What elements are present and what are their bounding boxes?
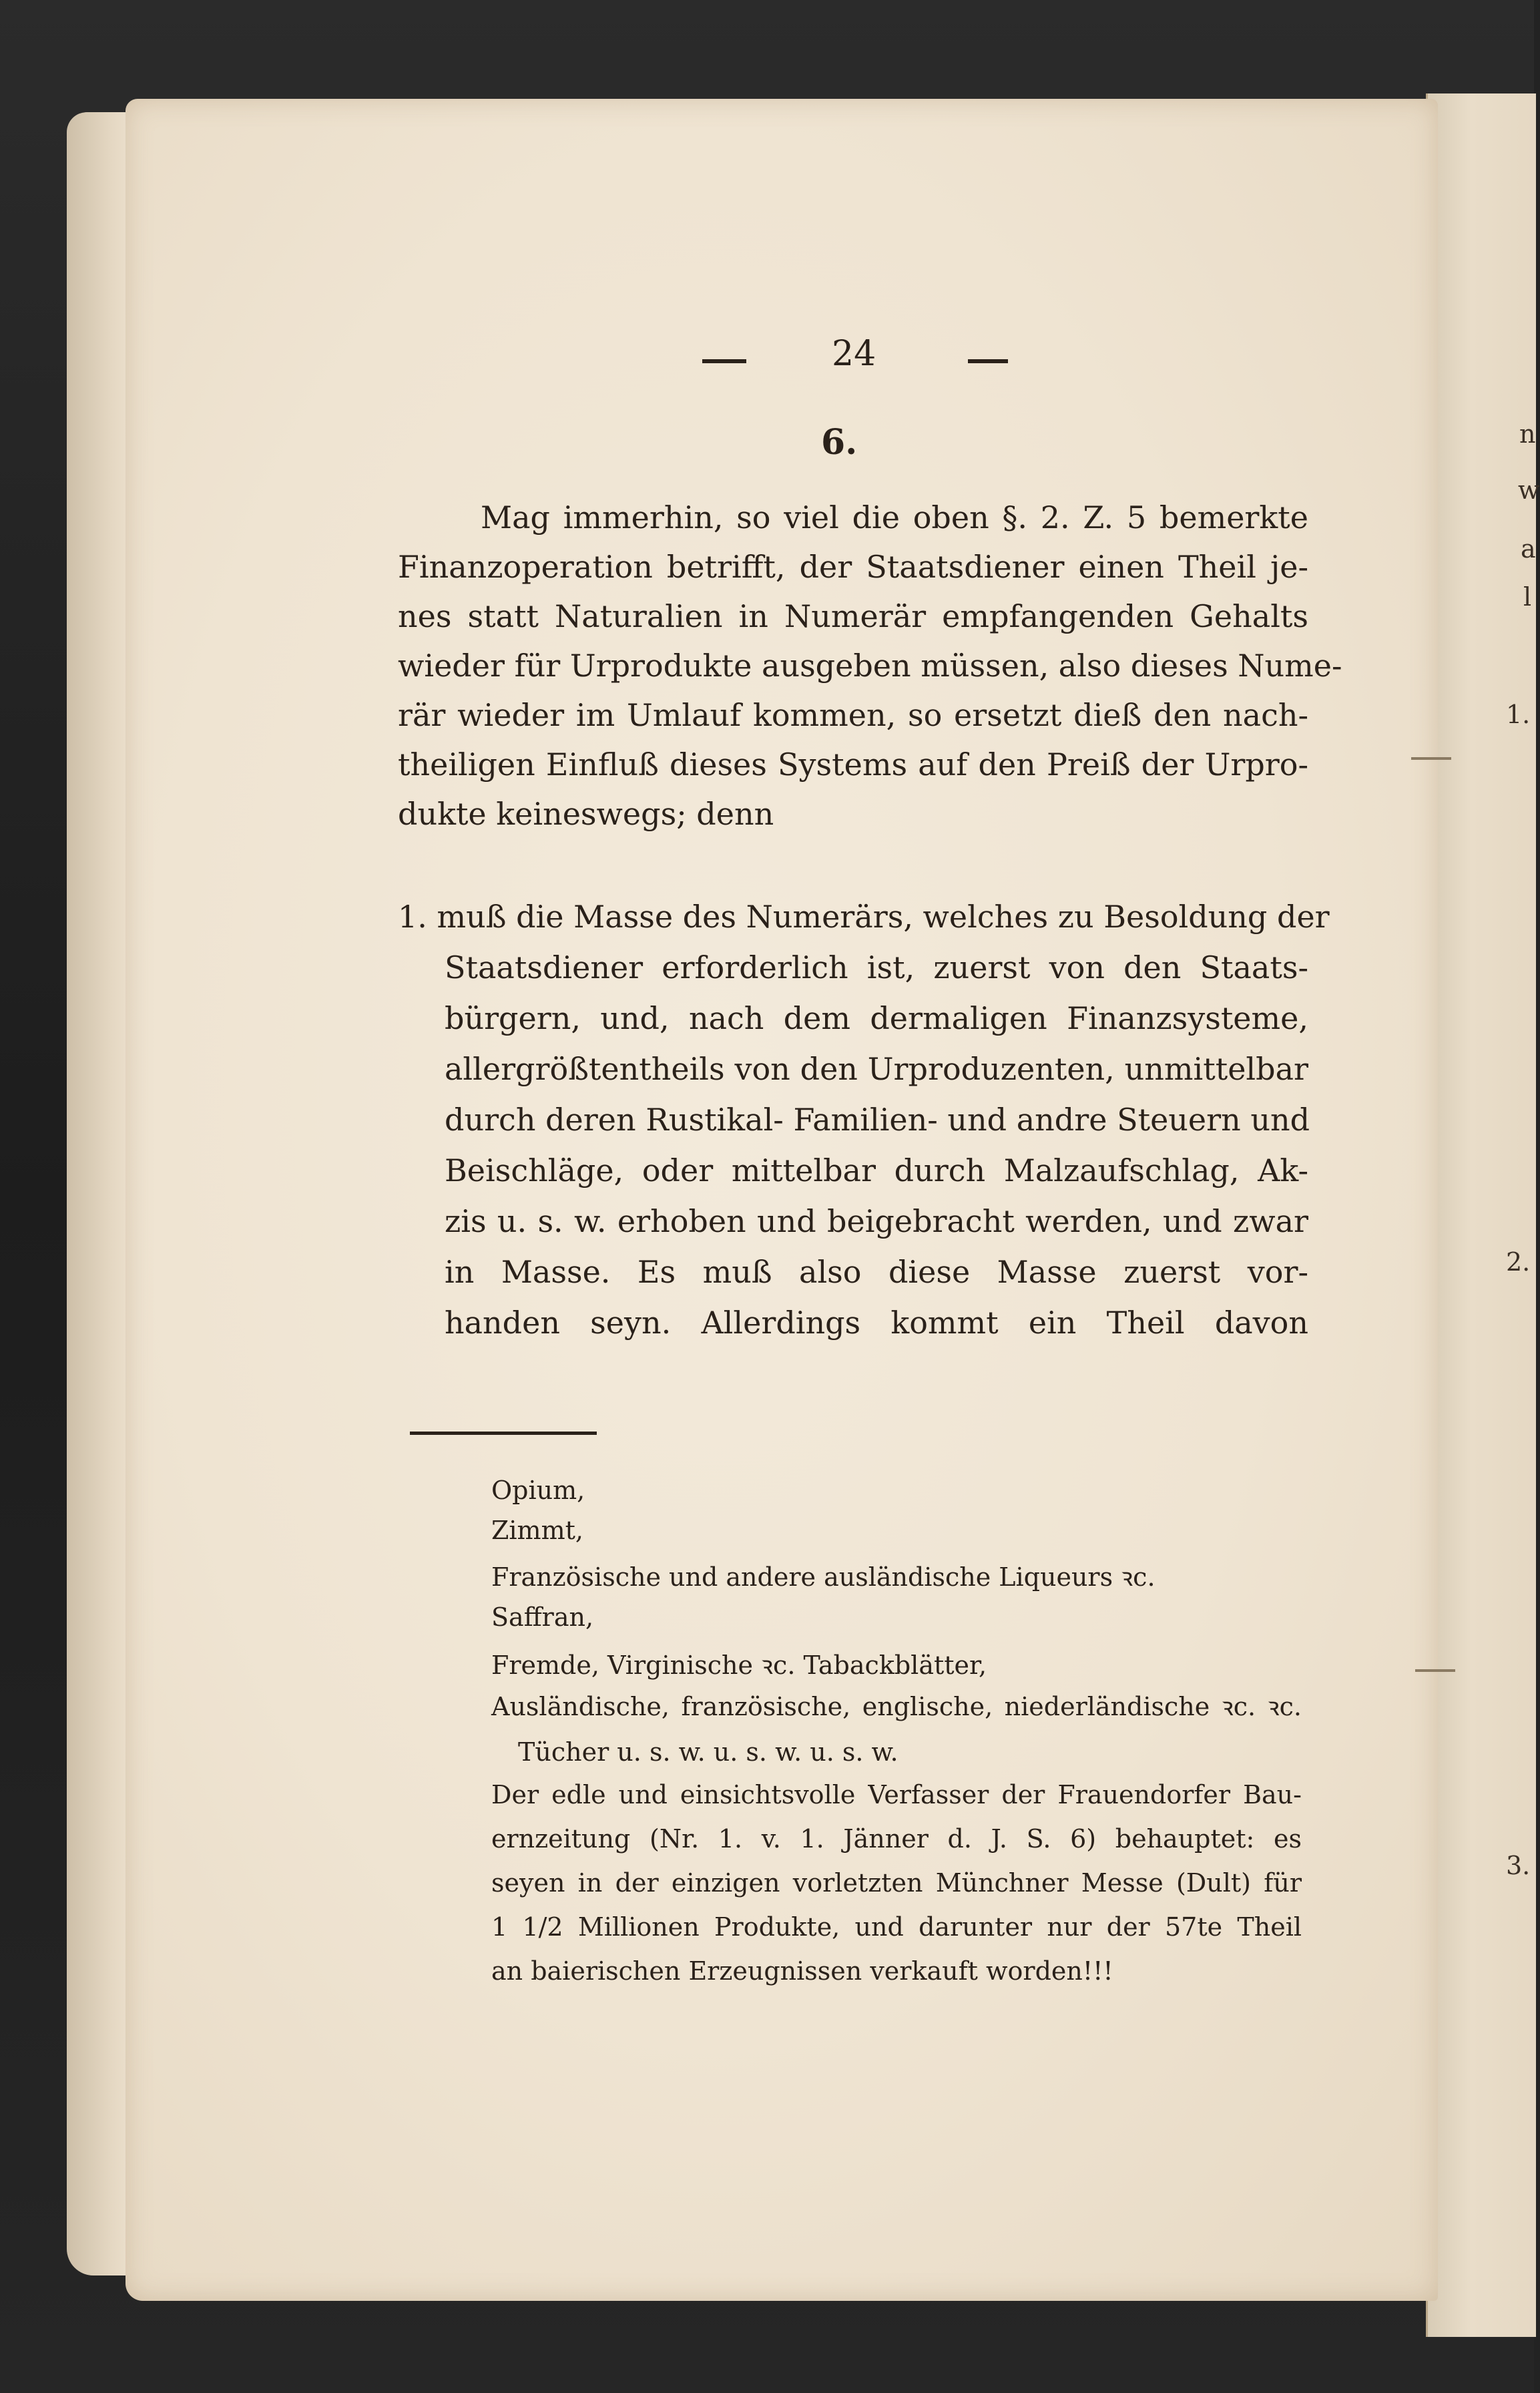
page-number: 24 bbox=[832, 334, 876, 374]
body-line: nes statt Naturalien in Numerär empfangenden Gehalts bbox=[398, 598, 1308, 634]
footnote-line: 1 1/2 Millionen Produkte, und darunter nur der 57te Theil bbox=[491, 1912, 1302, 1942]
next-page-fragment: 2. bbox=[1506, 1247, 1531, 1277]
footnote-rule bbox=[410, 1432, 597, 1435]
list-item-line: Beischläge, oder mittelbar durch Malzaufschlag, Ak- bbox=[445, 1152, 1308, 1188]
footnote-line: Opium, bbox=[491, 1476, 585, 1505]
list-item-line: allergrößtentheils von den Urproduzenten, unmittelbar bbox=[445, 1051, 1308, 1087]
list-item-line: zis u. s. w. erhoben und beigebracht werden, und zwar bbox=[445, 1203, 1308, 1239]
page-number-dash-left bbox=[702, 359, 746, 363]
footnote-line: Tücher u. s. w. u. s. w. u. s. w. bbox=[518, 1737, 899, 1767]
next-page-fragment: a bbox=[1521, 534, 1536, 564]
footnote-line: Der edle und einsichtsvolle Verfasser der Frauendorfer Bau- bbox=[491, 1780, 1302, 1809]
footnote-line: Zimmt, bbox=[491, 1516, 583, 1545]
body-line: Mag immerhin, so viel die oben §. 2. Z. 5 bemerkte bbox=[481, 499, 1308, 535]
footnote-line: seyen in der einzigen vorletzten Münchner Messe (Dult) für bbox=[491, 1868, 1302, 1898]
body-line: Finanzoperation betrifft, der Staatsdiener einen Theil je- bbox=[398, 549, 1308, 585]
section-number: 6. bbox=[821, 422, 858, 463]
body-line: theiligen Einfluß dieses Systems auf den Preiß der Urpro- bbox=[398, 746, 1308, 783]
body-line: rär wieder im Umlauf kommen, so ersetzt dieß den nach- bbox=[398, 697, 1308, 733]
next-page-fragment: l bbox=[1523, 582, 1532, 612]
binding-thread bbox=[1415, 1669, 1455, 1672]
footnote-line: Saffran, bbox=[491, 1602, 594, 1632]
list-item-line: bürgern, und, nach dem dermaligen Finanzsysteme, bbox=[445, 1000, 1308, 1036]
footnote-line: Ausländische, französische, englische, niederländische ꝛc. ꝛc. bbox=[491, 1692, 1302, 1721]
list-item-line: durch deren Rustikal- Familien- und andre Steuern und bbox=[445, 1102, 1310, 1138]
next-page-fragment: 1. bbox=[1506, 700, 1531, 729]
body-line: dukte keineswegs; denn bbox=[398, 796, 774, 832]
body-line: wieder für Urprodukte ausgeben müssen, also dieses Nume- bbox=[398, 648, 1342, 684]
next-page-fragment: 3. bbox=[1506, 1851, 1531, 1880]
footnote-line: an baierischen Erzeugnissen verkauft worden!!! bbox=[491, 1956, 1113, 1986]
list-item-line: 1. muß die Masse des Numerärs, welches zu Besoldung der bbox=[398, 899, 1330, 935]
list-item-line: handen seyn. Allerdings kommt ein Theil davon bbox=[445, 1305, 1308, 1341]
footnote-line: Fremde, Virginische ꝛc. Tabackblätter, bbox=[491, 1651, 987, 1680]
list-item-line: in Masse. Es muß also diese Masse zuerst vor- bbox=[445, 1254, 1308, 1290]
next-page-fragment: w bbox=[1518, 475, 1540, 505]
binding-thread bbox=[1411, 757, 1451, 760]
page-number-dash-right bbox=[968, 359, 1008, 363]
list-item-line: Staatsdiener erforderlich ist, zuerst von den Staats- bbox=[445, 949, 1308, 986]
footnote-line: Französische und andere ausländische Liqueurs ꝛc. bbox=[491, 1562, 1156, 1592]
next-page-fragment: n bbox=[1519, 419, 1536, 449]
footnote-line: ernzeitung (Nr. 1. v. 1. Jänner d. J. S. 6) behauptet: es bbox=[491, 1824, 1302, 1854]
